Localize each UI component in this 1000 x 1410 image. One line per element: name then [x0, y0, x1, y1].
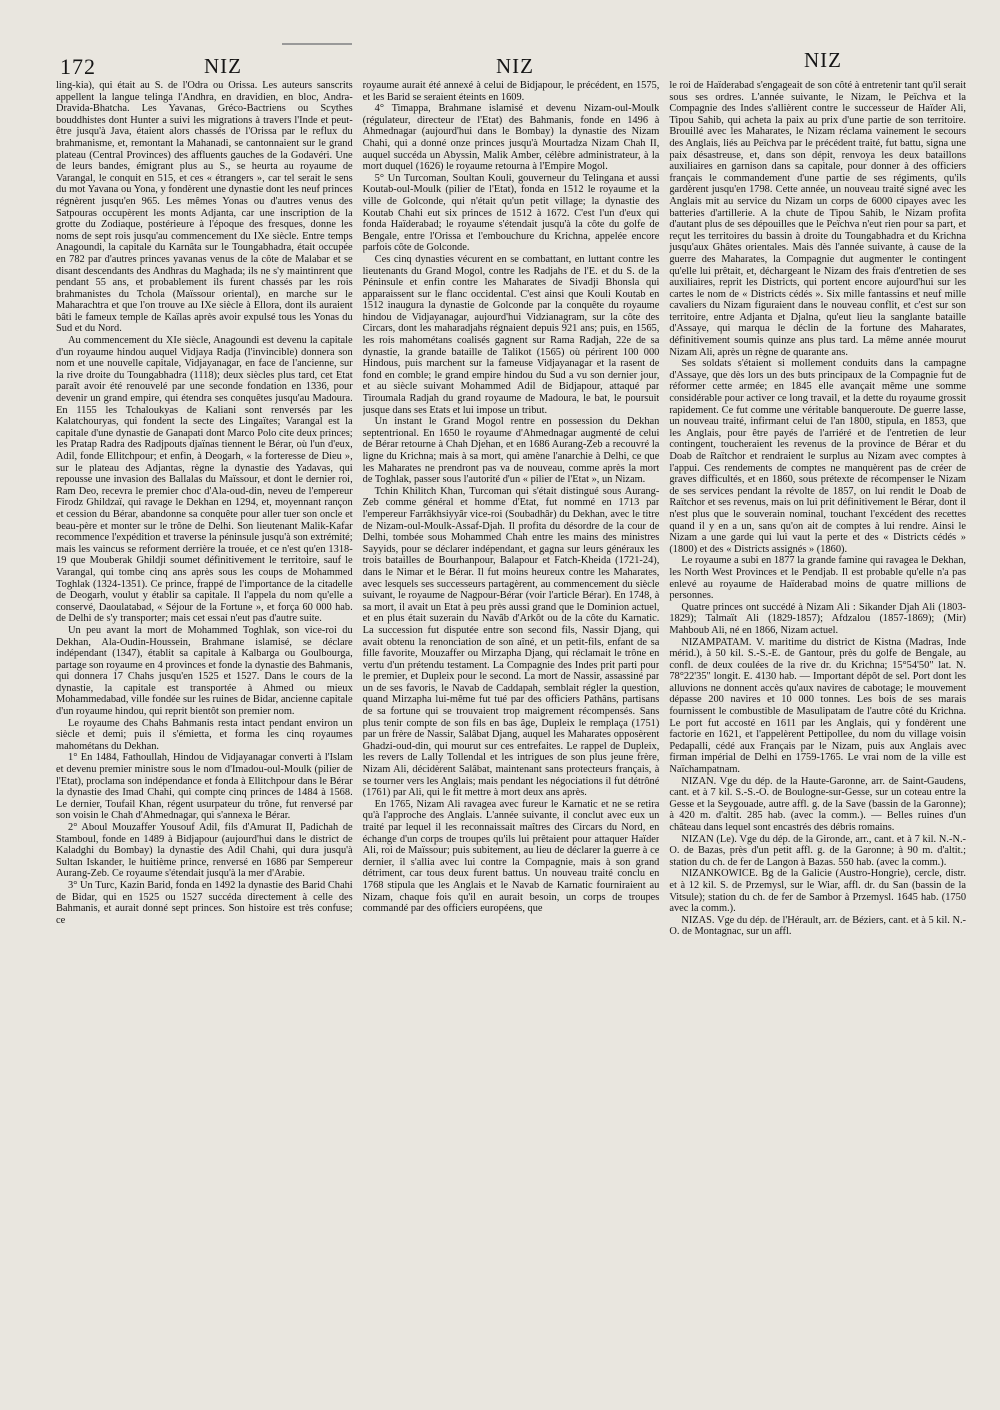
- page-header: [56, 44, 966, 80]
- text-columns: [56, 80, 966, 1392]
- entry-nizankowice: NIZANKOWICE. Bg de la Galicie (Austro-Hongrie), cercle, distr. et à 12 kil. S. de Przemysl, sur le Wiar, affl. dr. du San (bassin de la Vitsule); station du ch. de fer de Sambor à Przemysl. 1645 hab. (1750 avec la comm.).: [669, 868, 967, 915]
- paragraph: Le royaume a subi en 1877 la grande famine qui ravagea le Dekhan, les North West Provinces et le Pendjab. Il est probable qu'elle n'a pas enlevé au royaume de Haïderabad moins de quatre millions de personnes.: [669, 555, 967, 602]
- paragraph: Un instant le Grand Mogol rentre en possession du Dekhan septentrional. En 1650 le royaume d'Ahmednagar augmenté de celui de Bérar retourne à Chah Djehan, et en 1686 Aurang-Zeb a recouvré la ligne du Krichna; mais à sa mort, qui amène l'anarchie à Delhi, ce que les Maharates ne prendront pas va de nouveau, comme après la mort de Toghlak, passer sous l'autorité d'un « pilier de l'Etat », un Nizam.: [362, 416, 660, 486]
- paragraph: Tchin Khilitch Khan, Turcoman qui s'était distingué sous Aurang-Zeb comme général et homme d'Etat, fut nommé en 1713 par l'empereur Farrâkhsiyyâr vice-roi (Soubadhâr) du Dekhan, avec le titre de Nizam-oul-Moulk-Assaf-Djah. Il profita du désordre de la cour de Delhi, tombée sous Mohammed Chah entre les mains des ministres Sayyids, pour se déclarer indépendant, et gagna sur leurs généraux les trois batailles de Bourhanpour, Balapour et Fatch-Kheida (1721-24), dans le Nimar et le Bérar. Il fut moins heureux contre les Maharates, avec lesquels ses successeurs partagèrent, au commencement du siècle suivant, le royaume de Nagpour-Bérar (voir l'article Bérar). En 1748, à sa mort, il avait un Etat à peu près aussi grand que le Dominion actuel, et en plus était suzerain du Navâb d'Arkôt ou de la côte du Karnatic. La succession fut disputée entre son second fils, Nassir Djang, qui avait obtenu la renonciation de son aîné, et un petit-fils, enfant de sa fille favorite, Mouzaffer ou Mirzapha Djang, qui réclamait le trône en vertu d'un prétendu testament. La Compagnie des Indes prit parti pour le premier, et Dupleix pour le second. La mort de Nassir, assassiné par un de ses favoris, le Navab de Caddapah, semblait régler la question, quand Mirzapha lui-même fut tué par des officiers Pathâns, partisans de sa fortune qui se trouvaient trop maigrement récompensés. Sans plus tenir compte de son fils en bas âge, Dupleix le remplaça (1751) par un frère de Nassir, Salâbat Djang, auquel les Maharates opposèrent Ghadzi-oud-din, qui mourut sur ces entrefaites. Le rappel de Dupleix, les revers de Lally Tollendal et les intrigues de son plus jeune frère, Nizam Ali, décidèrent Salâbat, maintenant sans protecteurs français, à se tourner vers les Anglais; mais pendant les négociations il fut détrôné (1761) par Ali, qui le fit mettre à mort deux ans après.: [362, 485, 660, 799]
- paragraph: En 1765, Nizam Ali ravagea avec fureur le Karnatic et ne se retira qu'à l'approche des Anglais. L'année suivante, il conclut avec eux un traité par lequel il les reconnaissait maîtres des Circars du Nord, en échange d'un corps de troupes qu'ils lui prêtaient pour attaquer Haïder Ali, roi de Maïssour; puis subitement, au lieu de déclarer la guerre à ce dernier, il s'allia avec lui contre la Compagnie, mais à son grand détriment, car tous deux furent battus. Un nouveau traité conclu en 1768 stipula que les Anglais et le Navab de Karnatic fourniraient au Nizam, chaque fois qu'il en aurait besoin, un corps de troupes commandé par des officiers européens, que: [362, 798, 660, 915]
- entry-nizan: NIZAN. Vge du dép. de la Haute-Garonne, arr. de Saint-Gaudens, cant. et à 7 kil. S.-S.-O. de Boulogne-sur-Gesse, sur un coteau entre la Gesse et la Seygouade, autre affl. g. de la Save (bassin de la Garonne); à 420 m. d'altit. 285 hab. (avec la comm.). — Belles ruines d'un château dans lequel sont encastrés des débris romains.: [669, 775, 967, 833]
- paragraph: ling-kia), qui était au S. de l'Odra ou Orissa. Les auteurs sanscrits appellent la langue telinga l'Andhra, en dravidien, en bloc, Andra-Dravida-Bhatcha. Les Yavanas, Gréco-Bactriens ou Scythes bouddhistes dont Hunter a suivi les migrations à travers l'Inde et peut-être jusqu'à Java, étaient alors chassés de l'Orissa par le reflux du brahmanisme, et, remontant la Mahanadi, se cantonnaient sur le grand plateau (Central Provinces) des affluents gauches de la Godavéri. Une de leurs bandes, émigrant plus au S., se heurta au royaume de Varangal, le conquit en 515, et ces « étrangers », car tel serait le sens du mot Yavana ou Yona, y fondèrent une dynastie dont les neuf princes régnèrent jusqu'en 965. Les mêmes Yonas ou d'autres venus des Satpouras occupèrent les monts Adjanta, car une inscription de la grotte du Zodiaque, postérieure à l'époque des fresques, donne les noms de sept rois jusqu'au commencement du IXe siècle. Entre temps Anagoundi, la capitale du Karnâta sur le Toungabhadra, était occupée en 782 par d'autres princes yavanas venus de la côte de Malabar et se disant descendants des Andhras du Maghada; ils ne s'y maintinrent que pendant 55 ans, et probablement ils furent chassés par les rois brahmanistes du Tchola (Maïssour oriental), en marche sur le Maharachtra et que l'on trouve au IXe siècle à Ellora, dont ils auraient bâti le fameux temple de Kaïlas après avoir expulsé tous les Yonas du Sud et du Nord.: [56, 80, 353, 335]
- running-head-center: NIZ: [496, 54, 534, 78]
- paragraph: 5° Un Turcoman, Soultan Kouli, gouverneur du Telingana et aussi Koutab-oul-Moulk (pilier de l'Etat), fonda en 1512 le royaume et la ville de Golconde, qui n'était qu'un petit village; la dynastie des Koutab Chahi eut six princes de 1512 à 1672. C'est l'un d'eux qui fonda Haïderabad; le royaume s'étendait jusqu'à la côte du golfe de Bengale, entre l'Orissa et l'embouchure du Krichna, appelée encore parfois côte de Golconde.: [362, 172, 660, 254]
- paragraph: 1° En 1484, Fathoullah, Hindou de Vidjayanagar converti à l'Islam et devenu premier ministre sous le nom d'Imadou-oul-Moulk (pilier de l'Etat), proclama son indépendance et fonda à Ellitchpour dans le Bérar la dynastie des Imad Chahi, qui compte cinq princes de 1484 à 1568. Le dernier, Toufail Khan, régent usurpateur du trône, fut renversé par son voisin le Chah d'Ahmednagar, qui s'annexa le Bérar.: [56, 752, 353, 822]
- running-head-left: NIZ: [204, 54, 242, 78]
- paragraph: royaume aurait été annexé à celui de Bidjapour, le précédent, en 1575, et les Barid se seraient éteints en 1609.: [362, 80, 660, 103]
- paragraph: 3° Un Turc, Kazin Barid, fonda en 1492 la dynastie des Barid Chahi de Bidar, qui en 1525 ou 1527 succéda directement à celle des Bahmanis, et aurait donné sept princes. Son histoire est très confuse; ce: [56, 879, 353, 926]
- paragraph: Au commencement du XIe siècle, Anagoundi est devenu la capitale d'un royaume hindou auquel Vidjaya Radja (l'invincible) donnera son nom et une nouvelle capitale, Vidjayanagar, en face de l'ancienne, sur la rive droite du Toungabhadra (1118); deux siècles plus tard, cet Etat paraît avoir été renouvelé par une seconde fondation en 1336, pour devenir un grand empire, qui étendra ses conquêtes jusqu'au Madoura. En 1155 les Tchaloukyas de Kaliani sont renversés par les Kalatchouryas, qui fondent la secte des Lingaïtes; Varangal est la capitale d'une dynastie de Ganapati dont Marco Polo cite deux princes; les Pratap Radra des Radjpouts djaïnas tiennent le Bérar, où l'un d'eux, Adil, fonde Ellitchpour; et enfin, à Deogarh, « la forteresse de Dieu », sur le plateau des Adjantas, règne la dynastie des Yadavas, qui repousse une invasion des Ballalas du Maïssour, et dont le dernier roi, Ram Deo, recevra le premier choc d'Ala-oud-din, neveu de l'empereur Firodz Ghildzaï, qui ravage le Dekhan en 1294, et, moyennant rançon et cession du Bérar, abandonne sa conquête pour aller tuer son oncle et beau-père et monter sur le trône de Delhi. Son lieutenant Malik-Kafar recommence l'expédition et traverse la péninsule jusqu'à son extrémité; mais les vaincus se reforment derrière la trouée, et ce n'est qu'en 1318-19 que Mouberak Ghildji soumet définitivement le territoire, sauf le Varangal, qui tombe cinq ans après sous les coups de Mohammed Toghlak (1324-1351). Ce prince, frappé de l'importance de la citadelle de Deogarh, voulut y établir sa capitale. Il l'appela du nom qu'elle a conservé, Daoulatabad, « Séjour de la Fortune », et força 60 000 hab. de Delhi de s'y transporter; mais cet essai n'eut pas d'autre suite.: [56, 335, 353, 625]
- column-left: [56, 80, 353, 1392]
- paragraph: 4° Timappa, Brahmane islamisé et devenu Nizam-oul-Moulk (régulateur, directeur de l'Etat) des Bahmanis, fonde en 1496 à Ahmednagar (aujourd'hui dans le Bombay) la dynastie des Nizam Chahi, qui a donné onze princes jusqu'à Mourtadza Nizam Chah II, auquel succéda un Abyssin, Malik Amber, célèbre administrateur, à la mort duquel (1626) le royaume retourna à l'Empire Mogol.: [362, 103, 660, 173]
- paragraph: Le royaume des Chahs Bahmanis resta intact pendant environ un siècle et demi; puis il s'émietta, et forma les cinq royaumes mahométans du Dekhan.: [56, 717, 353, 752]
- entry-nizan-le: NIZAN (Le). Vge du dép. de la Gironde, arr., cant. et à 7 kil. N.-N.-O. de Bazas, près d'un petit affl. g. de la Garonne; à 90 m. d'altit.; station du ch. de fer de Langon à Bazas. 550 hab. (avec la comm.).: [669, 833, 967, 868]
- paragraph: 2° Aboul Mouzaffer Yousouf Adil, fils d'Amurat II, Padichah de Stamboul, fonde en 1489 à Bidjapour (aujourd'hui dans le district de Kaladghi du Bombay) la dynastie des Adil Chahi, qui dura jusqu'à Sultan Iskander, le huitième prince, renversé en 1686 par Sempereur Aurang-Zeb. Ce royaume s'étendait jusqu'à la mer d'Arabie.: [56, 822, 353, 880]
- running-head-right: NIZ: [804, 48, 842, 72]
- paragraph: Ces cinq dynasties vécurent en se combattant, en luttant contre les lieutenants du Grand Mogol, contre les Radjahs de l'E. et du S. de la Péninsule et enfin contre les Maharates de Sivadji Bhonsla qui apparaissent sur le flanc occidental. C'est ainsi que Kouli Koutab en 1512 inaugura la dynastie de Golconde par la conquête du royaume hindou de Vidjayanagar, aujourd'hui Vidzianagram, sur la côte des Circars, dont les maharadjahs régnaient depuis 921 ans; puis, en 1565, les rois mahométans coalisés gagnent sur Rama Radjah, 22e de sa dynastie, la grande bataille de Talikot (1565) où périrent 100 000 Hindous, puis marchent sur la fameuse Vidjayanagar et la rasent de fond en comble; le grand empire hindou du Sud a vu son dernier jour, et au siècle suivant Mohammed Adil de Bidjapour, attaqué par Tiroumala Radjah du grand royaume de Madoura, le bat, le poursuit jusque dans ses Etats et lui impose un tribut.: [362, 253, 660, 416]
- entry-nizas: NIZAS. Vge du dép. de l'Hérault, arr. de Béziers, cant. et à 5 kil. N.-O. de Montagnac, sur un affl.: [669, 914, 967, 938]
- column-right: [669, 80, 966, 1392]
- paragraph: le roi de Haïderabad s'engageait de son côté à entretenir tant qu'il serait sous ses ordres. L'année suivante, le Nizam, le Peïchva et la Compagnie des Indes s'allièrent contre le successeur de Haïder Ali, Tipou Sahib, qui acheta la paix au prix d'une partie de son territoire. Brouillé avec les Maharates, le Nizam réclama vainement le secours des Anglais, liés au Peïchva par le précédent traité, fut battu, signa une paix désastreuse, et, dans son dépit, renvoya les deux bataillons auxiliaires en garnison dans sa capitale, pour donner à des officiers français le commandement d'une partie de ses régiments, qu'ils gardèrent jusqu'en 1798. Cette année, un nouveau traité signé avec les Anglais mit au service du Nizam un corps de 6000 cipayes avec les batteries d'artillerie. A la chute de Tipou Sahib, le Nizam profita d'autant plus de ses dépouilles que le Peïchva n'eut rien pour sa part, et reçut les territoires du bassin à droite du Toungabhadra et du Krichna jusqu'aux Ghâtes orientales. Mais dès l'année suivante, à cause de la guerre des Maharates, la Compagnie dut augmenter le contingent qu'elle lui prêtait, et, déchargeant le Nizam des frais d'entretien de ses auxiliaires, reprit les Districts, qui portent encore aujourd'hui sur les cartes le nom de « Districts cédés ». Six mille fantassins et neuf mille cavaliers du Nizam figuraient dans le nouveau conflit, et c'est sur son territoire, entre Adjanta et Djalna, qu'eut lieu la sanglante bataille d'Assaye, qui marqua le déclin de la fortune des Maharates, définitivement soumis quinze ans plus tard. La même année mourut Nizam Ali, après un règne de quarante ans.: [669, 80, 967, 358]
- paragraph: Quatre princes ont succédé à Nizam Ali : Sikander Djah Ali (1803-1829); Talmaït Ali (1829-1857); Afdzalou (1857-1869); (Mir) Mahboub Ali, né en 1866, Nizam actuel.: [669, 601, 967, 636]
- paragraph: Ses soldats s'étaient si mollement conduits dans la campagne d'Assaye, que dès lors un des buts principaux de la Compagnie fut de réformer cette armée; en 1845 elle avançait même une somme considérable pour activer ce long travail, et la dette du royaume grossit rapidement. Ce fut comme une véritable banqueroute. De guerre lasse, un nouveau traité, infirmant celui de l'an 1800, stipula, en 1853, que les Anglais, pour être payés de l'arriéré et de l'entretien de leur contingent, toucheraient les revenus de la province de Bérar et du Doab de Raïtchor et rendraient le surplus au Nizam avec comptes à l'appui. Ces rendements de comptes ne manquèrent pas de créer de graves difficultés, et en 1860, sous prétexte de récompenser le Nizam de ses services pendant la révolte de 1857, on lui rendit le Doab de Raïtchor et ses revenus, mais on lui prit définitivement le Bérar, dont il n'est plus que le souverain nominal, touchant l'excédent des recettes quand il y en a un, sans qu'on ait de comptes à lui rendre. Ainsi le Nizam a une garde qui lui vaut la perte et des « Districts cédés » (1800) et des « Districts assignés » (1860).: [669, 358, 967, 555]
- entry-nizampatam: NIZAMPATAM. V. maritime du district de Kistna (Madras, Inde mérid.), à 50 kil. S.-S.-E. de Gantour, près du golfe de Bengale, au confl. de deux coulées de la rive dr. du Krichna; 15°54'50" lat. N. 78°22'35" longit. E. 4130 hab. — Important dépôt de sel. Port dont les alluvions ne donnent accès qu'aux navires de cabotage; le mouvement dépasse 200 navires et 10 000 tonnes. Les bois de ses marais fournissent le combustible de Masulipatam de l'autre côté du Krichna. Le port fut accosté en 1611 par les Anglais, qui y fondèrent une factorie en 1621, et l'appelèrent Pettipollee, du nom du village voisin Pedapalli, cédé aux Français par le Nizam, puis aux Anglais avec firman impérial de Delhi en 1759-1765. Le vrai nom de la ville est Naïchampatnam.: [669, 636, 967, 776]
- page-number: 172: [60, 54, 96, 79]
- paragraph: Un peu avant la mort de Mohammed Toghlak, son vice-roi du Dekhan, Ala-Oudin-Houssein, Brahmane islamisé, se déclare indépendant (1347), établit sa capitale à Kalbarga ou Goulbourga, partage son royaume en 4 provinces et fonde la dynastie des Bahmanis, qui donnera 17 Chahs jusqu'en 1525 et 1527. Dans le cours de la dynastie, la capitale est transportée à Ahmed ou mieux Mohammedabad, ville fondée sur les ruines de Bidar, ancienne capitale d'un royaume hindou, qui reprit bientôt son premier nom.: [56, 624, 353, 718]
- column-center: [363, 80, 660, 1392]
